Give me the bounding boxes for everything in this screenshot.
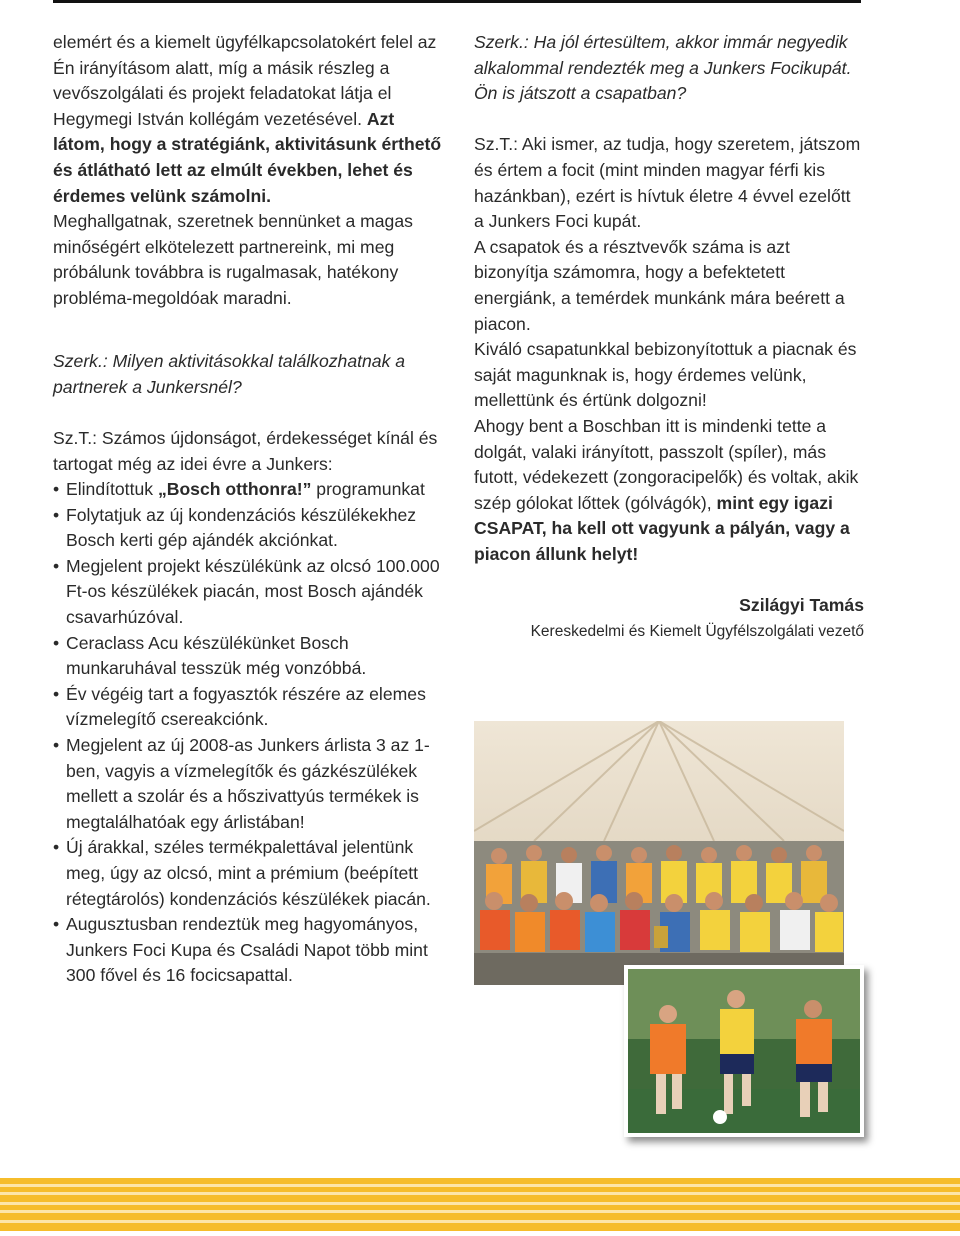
list-item: • Folytatjuk az új kondenzációs készülékekhez Bosch kerti gép ajándék akciónkat.: [53, 503, 445, 554]
spacer: [53, 337, 445, 349]
answer-2-text: : Aki ismer, az tudja, hogy szeretem, játszom és értem a focit (mint minden magyar férfi kis hazánkban), ezért is hívtuk életre 4 évvel ezelőtt a Junkers Foci kupát.: [474, 134, 861, 232]
answer-2-paragraph-3: Kiváló csapatunkkal bebizonyítottuk a piacnak és saját magunknak is, hogy érdemes velünk, mellettünk és értünk dolgozni!: [474, 339, 857, 411]
question-1-prefix: Szerk.: [53, 351, 103, 372]
left-column: [53, 30, 445, 989]
spacer: [53, 400, 445, 426]
partners-paragraph: Meghallgatnak, szeretnek bennünket a magas minőségért elkötelezett partnereink, mi meg próbálunk továbbra is rugalmasak, hatékony probléma-megoldóak maradni.: [53, 211, 413, 308]
answer-2-prefix: Sz.T.: [474, 134, 514, 155]
list-item-text: Elindítottuk: [66, 479, 158, 500]
answer-1: [53, 426, 445, 477]
intro-paragraph: [53, 30, 445, 209]
list-item: • Új árakkal, széles termékpalettával jelentünk meg, úgy az olcsó, mint a prémium (beépített rétegtárolós) kondenzációs készülékek piacán.: [53, 835, 445, 912]
list-item-text: programunkat: [311, 479, 425, 500]
list-item: • Megjelent az új 2008-as Junkers árlista 3 az 1-ben, vagyis a vízmelegítők és gázkészülékek mellett a szolár és a hőszivattyús termékek is megtalálhatóak egy árlistában!: [53, 733, 445, 835]
list-item: • Év végéig tart a fogyasztók részére az elemes vízmelegítő csereakciónk.: [53, 682, 445, 733]
activities-list: [53, 477, 445, 989]
signature-title: Kereskedelmi és Kiemelt Ügyfélszolgálati vezető: [530, 622, 864, 640]
answer-2-text: Ahogy bent a Boschban itt is mindenki tette a dolgát, valaki irányított, passzolt (spíler), más futott, védekezett (zongoracipelők) és voltak, akik szép gólokat lőttek (gólvágók),: [474, 415, 859, 513]
answer-1-prefix: Sz.T.: [53, 427, 93, 448]
footer-stripes: [0, 1178, 960, 1231]
question-2-prefix: Szerk.: [474, 32, 524, 52]
question-2: [474, 30, 864, 107]
answer-2-paragraph-4: [474, 414, 864, 568]
list-item: • Ceraclass Acu készülékünket Bosch munkaruhával tesszük még vonzóbbá.: [53, 631, 445, 682]
right-column: [474, 30, 864, 644]
list-item-bold: „Bosch otthonra!”: [157, 479, 312, 500]
answer-1-text: : Számos újdonságot, érdekességet kínál és tartogat még az idei évre a Junkers:: [53, 427, 438, 474]
signature-name: Szilágyi Tamás: [739, 595, 864, 616]
team-photo: [474, 721, 844, 985]
soccer-photo-frame: [624, 965, 864, 1137]
answer-2: [474, 132, 864, 234]
intro-bold-text: Azt látom, hogy a stratégiánk, aktivitásunk érthető és átlátható lett az elmúlt években, lehet és érdemes velünk számolni.: [53, 108, 442, 206]
list-item: [53, 477, 445, 503]
intro-text: elemért és a kiemelt ügyfélkapcsolatokért felel az Én irányításom alatt, míg a másik részleg a vevőszolgálati és projekt feladatokat látja el Hegymegi István kollégám vezetésével.: [53, 32, 437, 129]
soccer-photo: [628, 969, 860, 1133]
spacer: [474, 107, 864, 133]
spacer: [53, 312, 445, 338]
top-rule: [53, 0, 861, 3]
spacer: [474, 567, 864, 593]
list-item: • Megjelent projekt készülékünk az olcsó 100.000 Ft-os készülékek piacán, most Bosch ajándék csavarhúzóval.: [53, 554, 445, 631]
list-item: • Augusztusban rendeztük meg hagyományos, Junkers Foci Kupa és Családi Napot több mint 300 fővel és 16 focicsapattal.: [53, 912, 445, 989]
answer-2-bold-text: mint egy igazi CSAPAT, ha kell ott vagyunk a pályán, vagy a piacon állunk helyt!: [474, 492, 850, 564]
question-1-text: : Milyen aktivitásokkal találkozhatnak a partnerek a Junkersnél?: [53, 351, 406, 397]
question-1: [53, 349, 445, 400]
question-2-text: : Ha jól értesültem, akkor immár negyedik alkalommal rendezték meg a Junkers Focikupát. Ön is játszott a csapatban?: [474, 32, 852, 104]
answer-2-paragraph-2: A csapatok és a résztvevők száma is azt bizonyítja számomra, hogy a befektetett energiánk, a temérdek munkánk mára beérett a piacon.: [474, 236, 845, 334]
